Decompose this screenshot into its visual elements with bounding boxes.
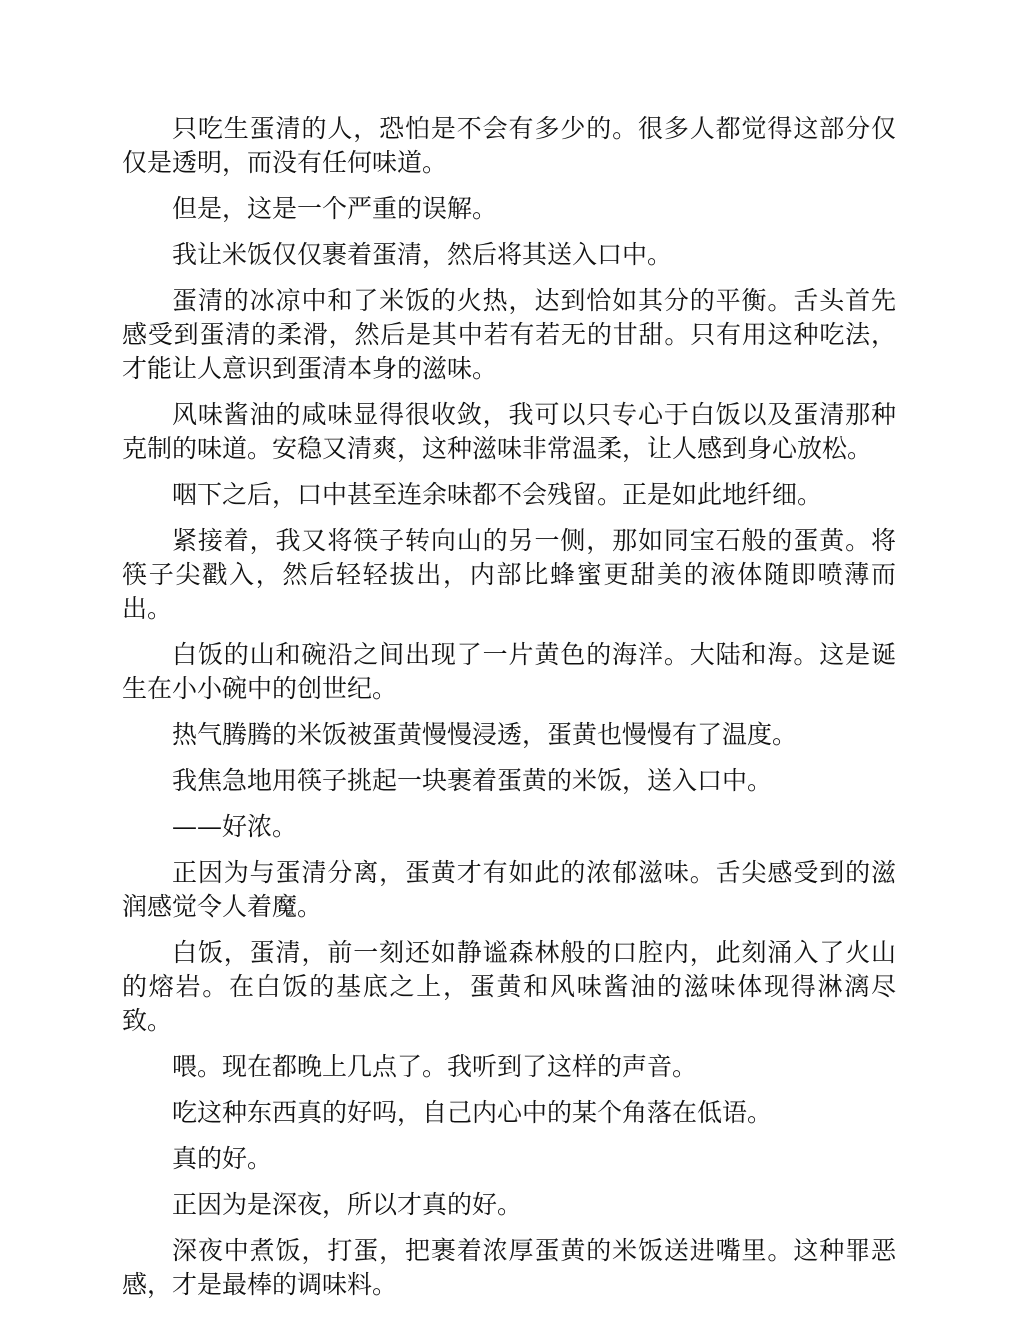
paragraph: 咽下之后，口中甚至连余味都不会残留。正是如此地纤细。 (172, 480, 823, 509)
paragraph: 吃这种东西真的好吗，自己内心中的某个角落在低语。 (172, 1098, 773, 1127)
paragraph: 白饭的山和碗沿之间出现了一片黄色的海洋。大陆和海。这是诞生在小小碗中的创世纪。 (122, 640, 896, 703)
paragraph: 喂。现在都晚上几点了。我听到了这样的声音。 (172, 1052, 698, 1081)
paragraph: 深夜中煮饭，打蛋，把裹着浓厚蛋黄的米饭送进嘴里。这种罪恶感，才是最棒的调味料。 (122, 1236, 896, 1299)
paragraph: 正因为与蛋清分离，蛋黄才有如此的浓郁滋味。舌尖感受到的滋润感觉令人着魔。 (122, 858, 896, 921)
paragraph: 白饭，蛋清，前一刻还如静谧森林般的口腔内，此刻涌入了火山的熔岩。在白饭的基底之上，蛋黄和风味酱油的滋味体现得淋漓尽致。 (122, 938, 896, 1035)
paragraph: 真的好。 (172, 1144, 273, 1173)
paragraph: 只吃生蛋清的人，恐怕是不会有多少的。很多人都觉得这部分仅仅是透明，而没有任何味道。 (122, 114, 896, 177)
paragraph: ——好浓。 (172, 812, 298, 841)
paragraph: 我让米饭仅仅裹着蛋清，然后将其送入口中。 (172, 240, 673, 269)
paragraph: 紧接着，我又将筷子转向山的另一侧，那如同宝石般的蛋黄。将筷子尖戳入，然后轻轻拔出，内部比蜂蜜更甜美的液体随即喷薄而出。 (122, 526, 896, 623)
paragraph: 正因为是深夜，所以才真的好。 (172, 1190, 523, 1219)
paragraph: 热气腾腾的米饭被蛋黄慢慢浸透，蛋黄也慢慢有了温度。 (172, 720, 798, 749)
text-body (122, 112, 896, 1314)
paragraph: 但是，这是一个严重的误解。 (172, 194, 498, 223)
paragraph: 蛋清的冰凉中和了米饭的火热，达到恰如其分的平衡。舌头首先感受到蛋清的柔滑，然后是其中若有若无的甘甜。只有用这种吃法，才能让人意识到蛋清本身的滋味。 (122, 286, 896, 383)
paragraph: 风味酱油的咸味显得很收敛，我可以只专心于白饭以及蛋清那种克制的味道。安稳又清爽，这种滋味非常温柔，让人感到身心放松。 (122, 400, 896, 463)
paragraph: 我焦急地用筷子挑起一块裹着蛋黄的米饭，送入口中。 (172, 766, 773, 795)
